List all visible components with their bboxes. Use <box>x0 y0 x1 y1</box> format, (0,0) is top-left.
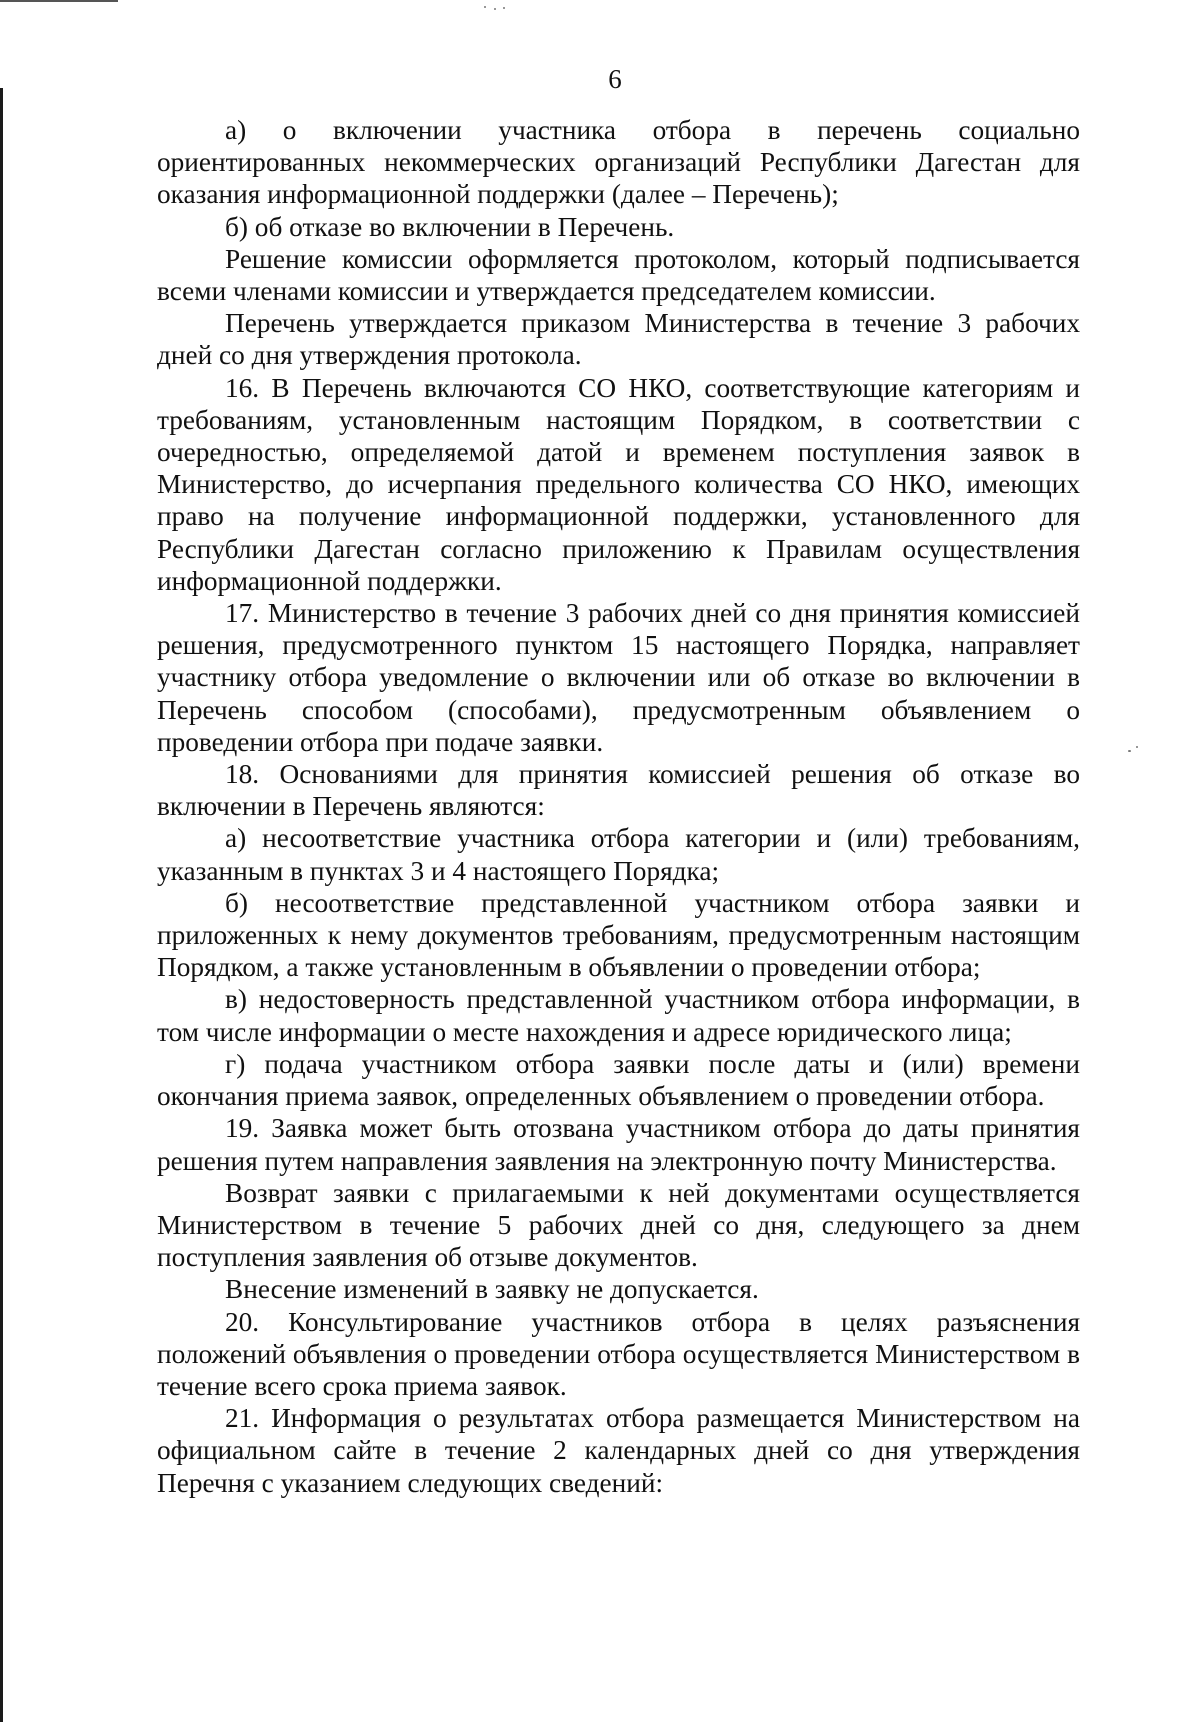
paragraph-clause-18: 18. Основаниями для принятия комиссией решения об отказе во включении в Перечень являются: <box>157 759 1080 822</box>
scan-speck <box>503 7 505 9</box>
scan-artifact-left-edge <box>0 88 3 1722</box>
scan-speck <box>484 6 486 8</box>
document-body <box>157 114 1080 1499</box>
scan-artifact-top-line <box>0 0 118 2</box>
paragraph-item-b-refuse: б) об отказе во включении в Перечень. <box>225 211 675 242</box>
paragraph-clause-21: 21. Информация о результатах отбора размещается Министерством на официальном сайте в течение 2 календарных дней со дня утверждения Перечня с указанием следующих сведений: <box>157 1403 1080 1498</box>
paragraph-no-changes: Внесение изменений в заявку не допускается. <box>225 1274 759 1305</box>
paragraph-clause-18-b: б) несоответствие представленной участником отбора заявки и приложенных к нему документов требованиям, предусмотренным настоящим Порядком, а также установленным в объявлении о проведении отбора; <box>157 887 1080 983</box>
paragraph-clause-19: 19. Заявка может быть отозвана участником отбора до даты принятия решения путем направления заявления на электронную почту Министерства. <box>157 1113 1080 1176</box>
scan-speck <box>494 8 496 10</box>
scan-speck <box>1128 750 1131 752</box>
paragraph-list-approval: Перечень утверждается приказом Министерства в течение 3 рабочих дней со дня утверждения протокола. <box>157 308 1080 371</box>
paragraph-clause-16: 16. В Перечень включаются СО НКО, соответствующие категориям и требованиям, установленным настоящим Порядком, в соответствии с очередностью, определяемой датой и временем поступления заявок в Министерство, до исчерпания предельного количества СО НКО, имеющих право на получение информационной поддержки, установленного для Республики Дагестан согласно приложению к Правилам осуществления информационной поддержки. <box>157 372 1080 596</box>
page-number: 6 <box>608 64 622 94</box>
paragraph-clause-20: 20. Консультирование участников отбора в целях разъяснения положений объявления о проведении отбора осуществляется Министерством в течение всего срока приема заявок. <box>157 1306 1080 1401</box>
paragraph-clause-18-a: а) несоответствие участника отбора категории и (или) требованиям, указанным в пунктах 3 и 4 настоящего Порядка; <box>157 823 1080 886</box>
scan-speck <box>1136 746 1138 748</box>
paragraph-clause-18-v: в) недостоверность представленной участником отбора информации, в том числе информации о месте нахождения и адресе юридического лица; <box>157 984 1080 1047</box>
paragraph-commission-decision: Решение комиссии оформляется протоколом, который подписывается всеми членами комиссии и утверждается председателем комиссии. <box>157 243 1080 307</box>
paragraph-return-of-application: Возврат заявки с прилагаемыми к ней документами осуществляется Министерством в течение 5 рабочих дней со дня, следующего за днем поступления заявления об отзыве документов. <box>157 1177 1080 1273</box>
paragraph-clause-18-g: г) подача участником отбора заявки после даты и (или) времени окончания приема заявок, определенных объявлением о проведении отбора. <box>157 1048 1080 1112</box>
paragraph-item-a-include: а) о включении участника отбора в перечень социально ориентированных некоммерческих организаций Республики Дагестан для оказания информационной поддержки (далее – Перечень); <box>157 115 1080 210</box>
paragraph-clause-17: 17. Министерство в течение 3 рабочих дней со дня принятия комиссией решения, предусмотренного пунктом 15 настоящего Порядка, направляет участнику отбора уведомление о включении или об отказе во включении в Перечень способом (способами), предусмотренным объявлением о проведении отбора при подаче заявки. <box>157 598 1080 757</box>
